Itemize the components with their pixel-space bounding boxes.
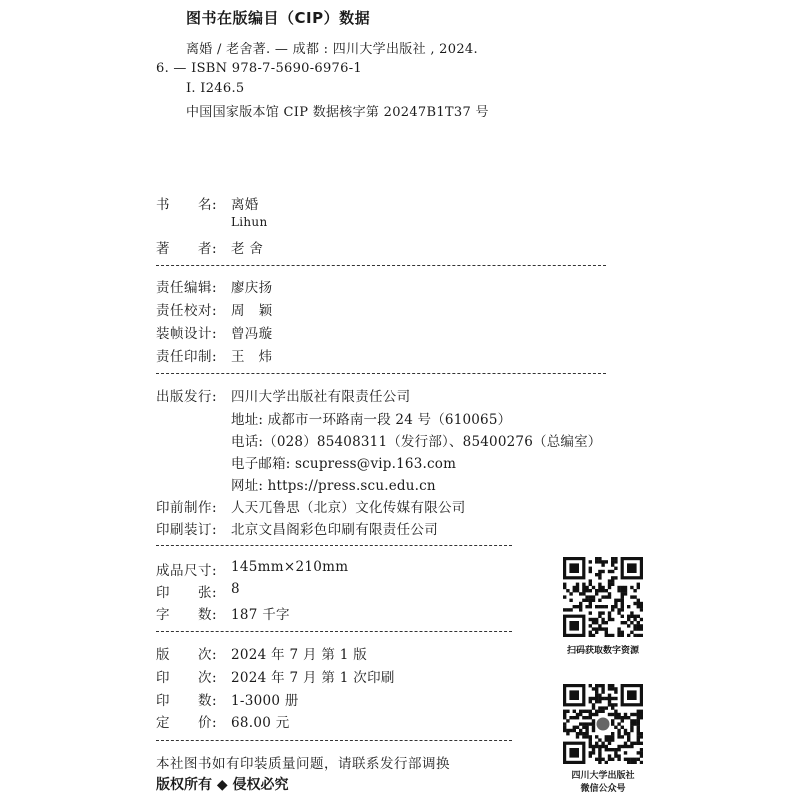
- spec-label-size: 成品尺寸:: [156, 563, 218, 579]
- print-count-value: 1-3000 册: [231, 693, 299, 709]
- staff-value-print-supervisor: 王 炜: [231, 349, 273, 365]
- publisher-website: 网址: https://press.scu.edu.cn: [231, 478, 436, 494]
- spec-label-sheets: 印 张:: [156, 585, 218, 601]
- book-title-value: 离婚: [231, 197, 259, 213]
- edition-label: 版 次:: [156, 647, 218, 663]
- printing-run-value: 2024 年 7 月 第 1 次印刷: [231, 670, 395, 686]
- divider: [156, 265, 606, 266]
- qr-caption-digital-resources: 扫码获取数字资源: [566, 646, 639, 656]
- spec-label-words: 字 数:: [156, 607, 218, 623]
- spec-value-words: 187 千字: [231, 607, 290, 623]
- prepress-label: 印前制作:: [156, 500, 218, 516]
- staff-label-print-supervisor: 责任印制:: [156, 349, 218, 365]
- quality-notice: 本社图书如有印装质量问题，请联系发行部调换: [156, 756, 450, 772]
- divider: [156, 545, 512, 546]
- publisher-phone: 电话:（028）85408311（发行部）、85400276（总编室）: [231, 434, 602, 450]
- staff-label-designer: 装帧设计:: [156, 326, 218, 342]
- cip-catalog-line-3: Ⅰ. I246.5: [186, 81, 245, 96]
- book-title-pinyin: Lihun: [231, 215, 268, 229]
- spec-value-size: 145mm×210mm: [231, 559, 349, 575]
- cip-catalog-line-1: 离婚 / 老舍著. — 成都 : 四川大学出版社 , 2024.: [186, 42, 478, 57]
- wechat-official-account-qr-code[interactable]: [563, 684, 643, 764]
- printing-value: 北京文昌阁彩色印刷有限责任公司: [231, 522, 438, 538]
- price-value: 68.00 元: [231, 715, 290, 731]
- publisher-address: 地址: 成都市一环路南一段 24 号（610065）: [231, 412, 512, 428]
- publisher-name: 四川大学出版社有限责任公司: [231, 389, 411, 405]
- author-label: 著 者:: [156, 241, 218, 257]
- publisher-label: 出版发行:: [156, 389, 218, 405]
- edition-value: 2024 年 7 月 第 1 版: [231, 647, 368, 663]
- print-count-label: 印 数:: [156, 693, 218, 709]
- cip-title: 图书在版编目（CIP）数据: [186, 9, 371, 27]
- book-title-label: 书 名:: [156, 197, 218, 213]
- qr-caption-wechat: 微信公众号: [580, 784, 626, 794]
- staff-value-designer: 曾冯璇: [231, 326, 273, 342]
- copyright-notice: 版权所有 ◆ 侵权必究: [156, 777, 289, 793]
- cip-catalog-line-4: 中国国家版本馆 CIP 数据核字第 20247B1T37 号: [186, 105, 489, 120]
- divider: [156, 373, 606, 374]
- divider: [156, 740, 512, 741]
- staff-value-editor: 廖庆扬: [231, 280, 273, 296]
- qr-caption-publisher: 四川大学出版社: [571, 771, 635, 781]
- staff-label-proofreader: 责任校对:: [156, 303, 218, 319]
- staff-label-editor: 责任编辑:: [156, 280, 218, 296]
- publisher-email: 电子邮箱: scupress@vip.163.com: [231, 456, 457, 472]
- price-label: 定 价:: [156, 715, 218, 731]
- printing-label: 印刷装订:: [156, 522, 218, 538]
- spec-value-sheets: 8: [231, 581, 240, 597]
- printing-run-label: 印 次:: [156, 670, 218, 686]
- divider: [156, 631, 512, 632]
- digital-resources-qr-code[interactable]: [563, 557, 643, 637]
- staff-value-proofreader: 周 颖: [231, 303, 273, 319]
- prepress-value: 人天兀鲁思（北京）文化传媒有限公司: [231, 500, 466, 516]
- author-value: 老 舍: [231, 241, 264, 257]
- cip-catalog-line-2: 6. — ISBN 978-7-5690-6976-1: [156, 61, 362, 76]
